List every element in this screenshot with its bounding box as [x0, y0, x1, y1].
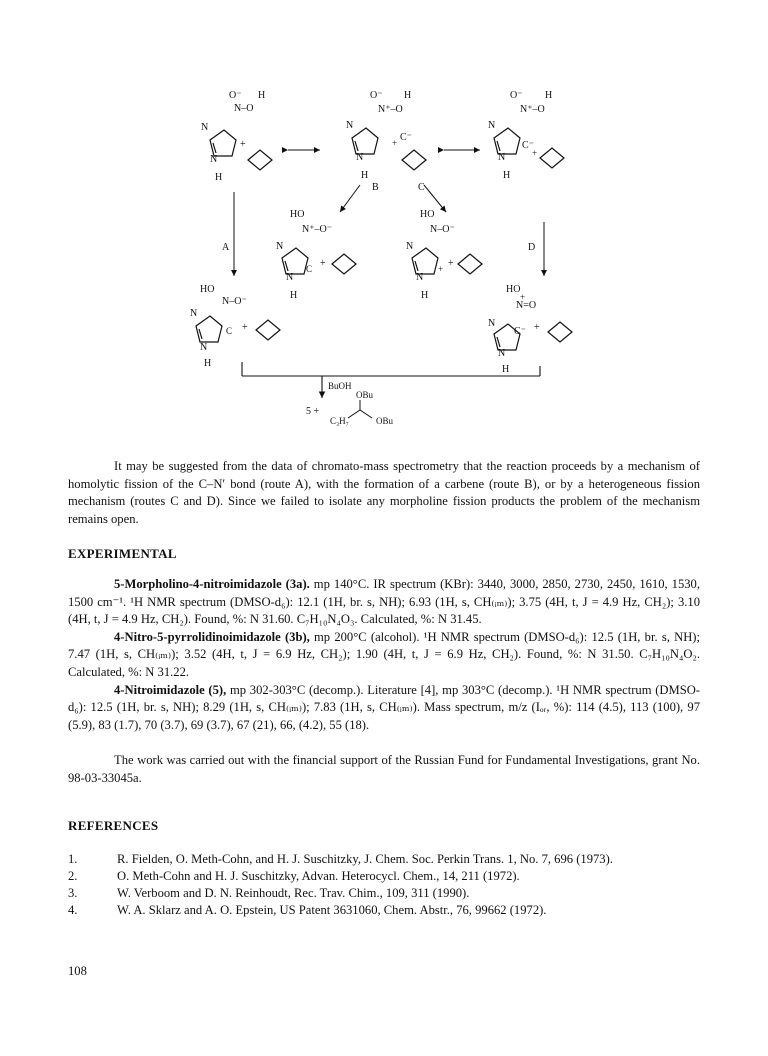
svg-text:N: N: [346, 120, 354, 131]
svg-text:N⁺–O: N⁺–O: [520, 104, 545, 115]
reference-item: 4. W. A. Sklarz and A. O. Epstein, US Patent 3631060, Chem. Abstr., 76, 99662 (1972).: [68, 903, 547, 917]
svg-text:H: H: [545, 90, 553, 101]
experimental-heading: EXPERIMENTAL: [68, 546, 177, 561]
svg-text:H: H: [503, 170, 511, 181]
structure-route-d: [488, 284, 572, 375]
svg-text:N=O: N=O: [516, 300, 537, 311]
svg-text:N: N: [498, 152, 506, 163]
svg-text:+: +: [320, 258, 326, 269]
svg-text:O⁻: O⁻: [229, 90, 242, 101]
structure-top-right: [488, 90, 564, 181]
structure-route-b: [276, 209, 356, 301]
compound-entry-3b: 4-Nitro-5-pyrrolidinoimidazole (3b), mp 200°C (alcohol). ¹H NMR spectrum (DMSO-d₆): 12.5 (1H, br. s, NH); 7.47 (1H, s, CH₍ᵢₘ₎); 3.52 (4H, t, J = 6.9 Hz, CH₂); 1.90 (4H, t, J = 6.9 Hz, CH₂). Found, %: N 31.50. C₇H₁₀N₄O₂. Calculated, %: N 31.22.: [68, 629, 700, 679]
svg-text:N: N: [190, 308, 198, 319]
svg-text:+: +: [392, 138, 398, 148]
svg-text:N–O: N–O: [234, 103, 254, 114]
svg-text:C⁻: C⁻: [400, 132, 412, 143]
svg-text:HO: HO: [420, 209, 435, 220]
reference-item: 1. R. Fielden, O. Meth-Cohn, and H. J. Suschitzky, J. Chem. Soc. Perkin Trans. 1, No. 7, 696 (1973).: [68, 852, 613, 866]
svg-text:+: +: [532, 148, 538, 158]
svg-text:N: N: [416, 272, 424, 283]
svg-text:N–O⁻: N–O⁻: [222, 296, 247, 307]
reference-item: 2. O. Meth-Cohn and H. J. Suschitzky, Advan. Heterocycl. Chem., 14, 211 (1972).: [68, 869, 520, 883]
svg-text:N: N: [210, 154, 218, 165]
svg-text:H: H: [290, 290, 298, 301]
svg-text:N: N: [406, 241, 414, 252]
reference-item: 3. W. Verboom and D. N. Reinhoudt, Rec. Trav. Chim., 109, 311 (1990).: [68, 886, 470, 900]
compound-entry-3a: 5-Morpholino-4-nitroimidazole (3a). mp 140°C. IR spectrum (KBr): 3440, 3000, 2850, 2730, 2450, 1610, 1530, 1500 cm⁻¹. ¹H NMR spectrum (DMSO-d₆): 12.1 (1H, br. s, NH); 6.93 (1H, s, CH₍ᵢₘ₎); 3.75 (4H, t, J = 4.9 Hz, CH₂); 3.10 (4H, t, J = 4.9 Hz, CH₂). Found, %: N 31.60. C₇H₁₀N₄O₃. Calculated, %: N 31.45.: [68, 577, 700, 627]
svg-text:N–O⁻: N–O⁻: [430, 224, 455, 235]
svg-text:5 +: 5 +: [306, 406, 320, 417]
svg-text:BuOH: BuOH: [328, 381, 352, 391]
svg-text:O⁻: O⁻: [370, 90, 383, 101]
svg-text:+: +: [242, 322, 248, 333]
svg-text:+: +: [534, 322, 540, 333]
svg-text:H: H: [204, 358, 212, 369]
discussion-paragraph: It may be suggested from the data of chromato-mass spectrometry that the reaction proceeds by a mechanism of homolytic fission of the C–N′ bond (route A), with the formation of a carbene (route B), or by a heterogeneous fission mechanism (routes C and D). Since we failed to isolate any morpholine fission products the problem of the mechanism remains open.: [68, 459, 700, 526]
page-number: 108: [68, 964, 87, 978]
svg-text:+: +: [438, 264, 444, 274]
route-a-label: A: [222, 242, 230, 253]
acknowledgement: The work was carried out with the financial support of the Russian Fund for Fundamental Investigations, grant No. 98-03-33045a.: [68, 753, 700, 785]
converging-bracket: [242, 362, 540, 398]
svg-text:H: H: [258, 90, 266, 101]
svg-text:N⁺–O⁻: N⁺–O⁻: [302, 224, 332, 235]
svg-text:N⁺–O: N⁺–O: [378, 104, 403, 115]
structure-top-left: [201, 90, 272, 183]
svg-text:H: H: [361, 170, 369, 181]
svg-text:+: +: [240, 139, 246, 150]
svg-text:N: N: [488, 120, 496, 131]
svg-text:+: +: [448, 258, 454, 269]
compound-entry-5: 4-Nitroimidazole (5), mp 302-303°C (decomp.). Literature [4], mp 303°C (decomp.). ¹H NMR spectrum (DMSO-d₆): 12.5 (1H, br. s, NH); 8.29 (1H, s, CH₍ᵢₘ₎); 7.83 (1H, s, CH₍ᵢₘ₎). Mass spectrum, m/z (Iₒᵣ, %): 114 (4.5), 113 (100), 97 (5.9), 83 (1.7), 70 (3.7), 69 (3.7), 67 (21), 66, (4.2), 55 (18).: [68, 682, 700, 732]
route-c-label: C: [418, 182, 425, 193]
svg-text:N: N: [276, 241, 284, 252]
svg-text:C₃H₇: C₃H₇: [330, 416, 349, 426]
route-d-label: D: [528, 242, 536, 253]
svg-text:N: N: [488, 318, 496, 329]
svg-text:N: N: [200, 342, 208, 353]
svg-text:N: N: [286, 272, 294, 283]
svg-text:C⁻: C⁻: [514, 326, 526, 337]
svg-text:HO: HO: [200, 284, 215, 295]
structure-route-c: [406, 209, 482, 301]
svg-text:OBu: OBu: [376, 416, 394, 426]
svg-text:C: C: [306, 264, 313, 274]
svg-text:C: C: [226, 326, 233, 336]
svg-text:HO: HO: [506, 284, 521, 295]
structure-top-center: [346, 90, 426, 181]
svg-text:+: +: [520, 292, 526, 302]
svg-text:H: H: [502, 364, 510, 375]
references-list: [68, 851, 708, 919]
svg-text:N: N: [356, 152, 364, 163]
svg-text:N: N: [201, 122, 209, 133]
svg-text:HO: HO: [290, 209, 305, 220]
svg-text:H: H: [421, 290, 429, 301]
svg-text:OBu: OBu: [356, 390, 374, 400]
svg-text:H: H: [215, 172, 223, 183]
references-heading: REFERENCES: [68, 818, 159, 833]
svg-text:H: H: [404, 90, 412, 101]
svg-text:C⁻: C⁻: [522, 140, 534, 151]
svg-text:N: N: [498, 348, 506, 359]
svg-text:O⁻: O⁻: [510, 90, 523, 101]
structure-route-a: [190, 284, 280, 369]
reaction-scheme: [0, 0, 768, 440]
experimental-section: [68, 576, 700, 734]
route-b-label: B: [372, 182, 379, 193]
